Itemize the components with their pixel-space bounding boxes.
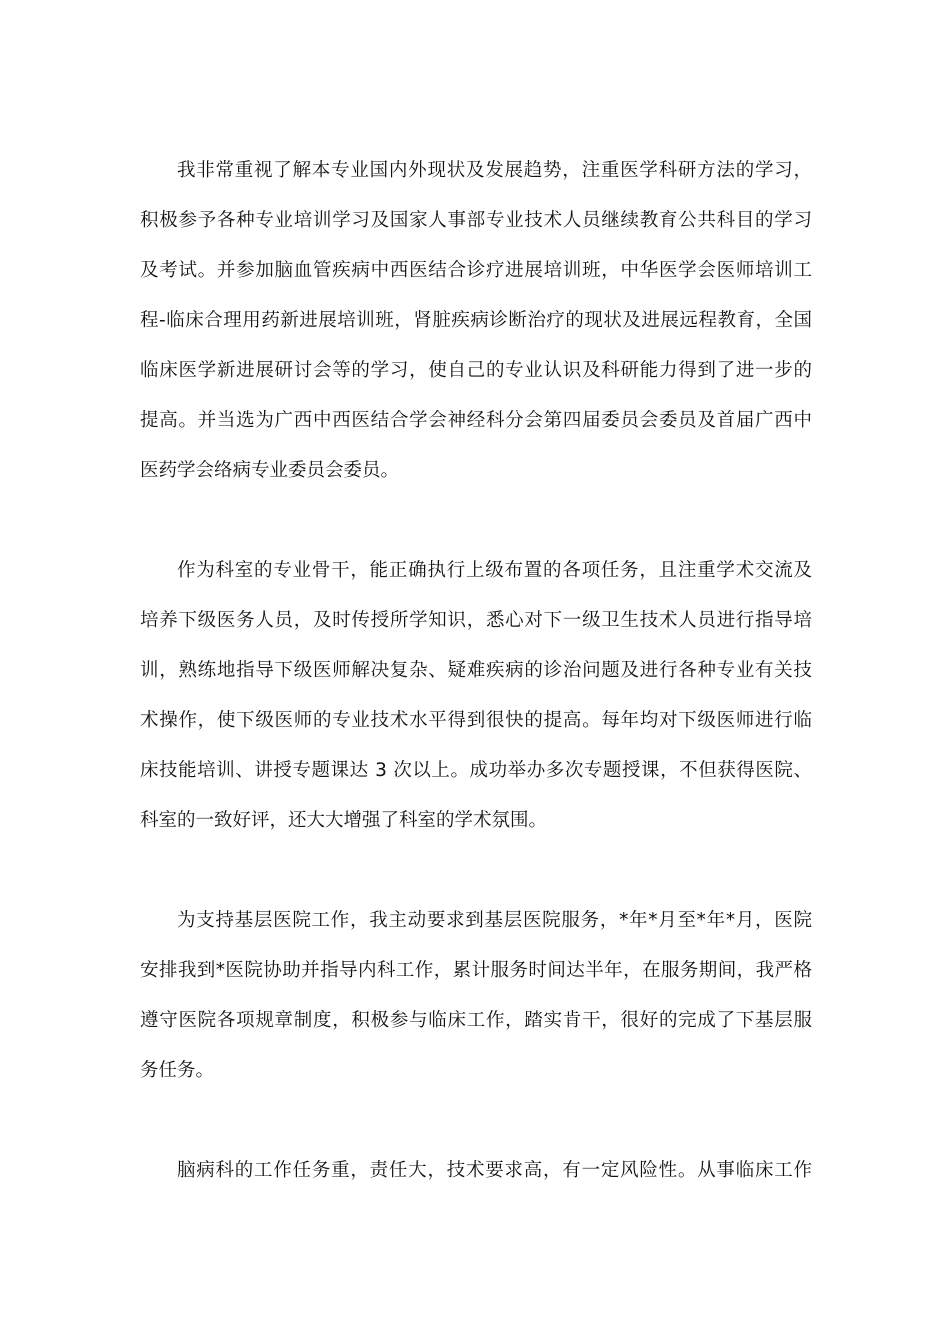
paragraph-2	[140, 546, 812, 846]
paragraph-line: 遵守医院各项规章制度，积极参与临床工作，踏实肯干，很好的完成了下基层服	[140, 1010, 812, 1031]
paragraph-line: 我非常重视了解本专业国内外现状及发展趋势，注重医学科研方法的学习，	[177, 160, 812, 181]
paragraph-line: 科室的一致好评，还大大增强了科室的学术氛围。	[140, 810, 548, 831]
paragraph-line: 临床医学新进展研讨会等的学习，使自己的专业认识及科研能力得到了进一步的	[140, 360, 812, 381]
paragraph-line: 训，熟练地指导下级医师解决复杂、疑难疾病的诊治问题及进行各种专业有关技	[140, 660, 812, 681]
paragraph-line: 及考试。并参加脑血管疾病中西医结合诊疗进展培训班，中华医学会医师培训工	[140, 260, 812, 281]
paragraph-line: 培养下级医务人员，及时传授所学知识，悉心对下一级卫生技术人员进行指导培	[140, 610, 812, 631]
paragraph-3	[140, 896, 812, 1096]
paragraph-line: 积极参予各种专业培训学习及国家人事部专业技术人员继续教育公共科目的学习	[140, 210, 812, 231]
paragraph-line: 术操作，使下级医师的专业技术水平得到很快的提高。每年均对下级医师进行临	[140, 710, 812, 731]
paragraph-line: 医药学会络病专业委员会委员。	[140, 460, 400, 481]
paragraph-line: 床技能培训、讲授专题课达 3 次以上。成功举办多次专题授课，不但获得医院、	[140, 760, 812, 781]
paragraph-line: 务任务。	[140, 1060, 215, 1081]
paragraph-line: 为支持基层医院工作，我主动要求到基层医院服务，*年*月至*年*月，医院	[177, 910, 812, 931]
paragraph-line: 程-临床合理用药新进展培训班，肾脏疾病诊断治疗的现状及进展远程教育，全国	[140, 310, 812, 331]
paragraph-line: 脑病科的工作任务重，责任大，技术要求高，有一定风险性。从事临床工作	[177, 1160, 812, 1181]
paragraph-line: 作为科室的专业骨干，能正确执行上级布置的各项任务，且注重学术交流及	[177, 560, 812, 581]
paragraph-line: 提高。并当选为广西中西医结合学会神经科分会第四届委员会委员及首届广西中	[140, 410, 812, 431]
paragraph-4	[140, 1146, 812, 1196]
paragraph-1	[140, 146, 812, 496]
paragraph-line: 安排我到*医院协助并指导内科工作，累计服务时间达半年，在服务期间，我严格	[140, 960, 812, 981]
